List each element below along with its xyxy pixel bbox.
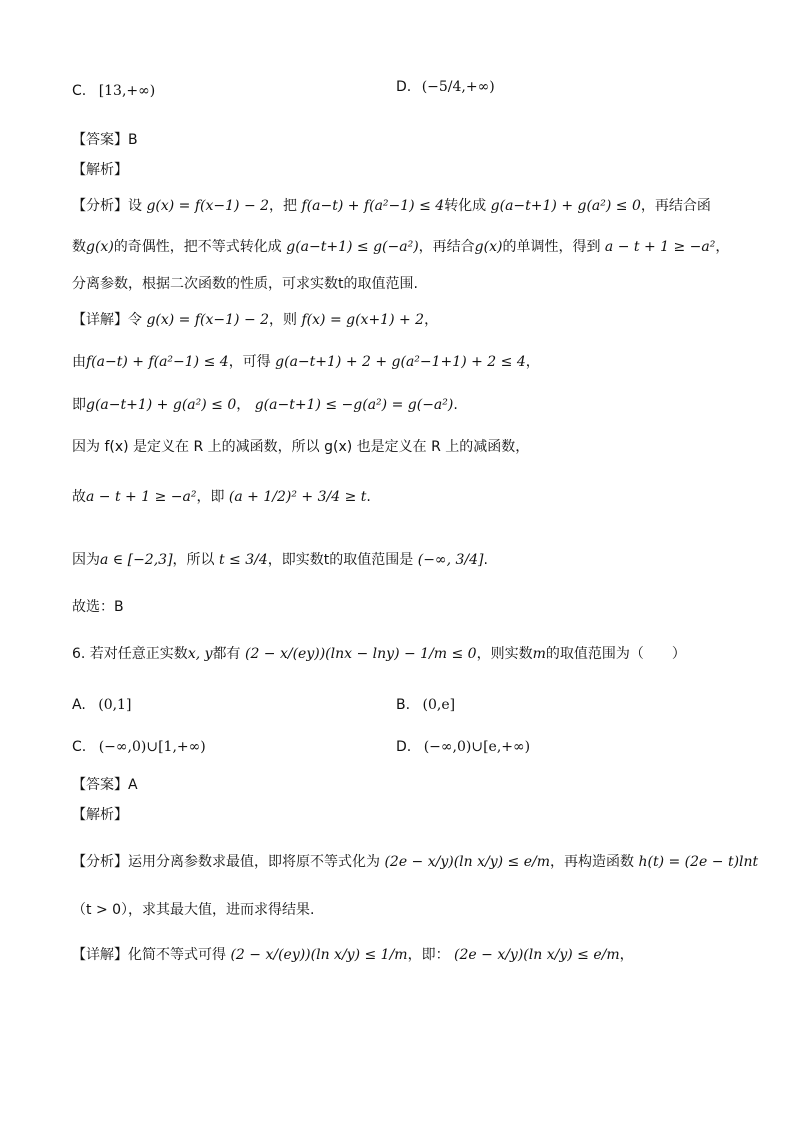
math: a − t + 1 ≥ −a² bbox=[86, 489, 197, 505]
math: f(a−t) + f(a²−1) ≤ 4 bbox=[301, 198, 445, 214]
q6-option-c bbox=[72, 740, 206, 754]
math: f(a−t) + f(a²−1) ≤ 4 bbox=[86, 354, 229, 370]
text: ，再结合 bbox=[418, 239, 475, 255]
math: g(x) = f(x−1) − 2 bbox=[146, 198, 270, 214]
text: 化简不等式可得 bbox=[128, 947, 226, 963]
q5-detail-line-2 bbox=[72, 355, 540, 369]
q6-option-b bbox=[396, 698, 455, 712]
q5-analysis-line-2 bbox=[72, 240, 729, 254]
text: ， bbox=[236, 397, 251, 413]
q6-analysis-line-2: （t > 0），求其最大值，进而求得结果. bbox=[72, 902, 315, 918]
q6-jiexi: 【解析】 bbox=[72, 807, 128, 823]
q5-detail-line-6 bbox=[72, 553, 488, 567]
q6-option-a bbox=[72, 698, 131, 712]
text: ， bbox=[715, 239, 730, 255]
math: x, y bbox=[187, 646, 213, 662]
option-label: D. bbox=[396, 739, 412, 755]
option-d-row bbox=[396, 80, 495, 94]
text: ， bbox=[525, 354, 540, 370]
text: . bbox=[483, 552, 488, 568]
text: ，所以 bbox=[172, 552, 215, 568]
q5-detail-line-4: 因为 f(x) 是定义在 R 上的减函数，所以 g(x) 也是定义在 R 上的减函数， bbox=[72, 439, 530, 455]
text: ，即： bbox=[407, 947, 450, 963]
option-d-value: (−5/4,+∞) bbox=[421, 79, 495, 95]
option-value: (0,1] bbox=[98, 697, 132, 713]
text: ， bbox=[424, 312, 439, 328]
option-value: (−∞,0)∪[1,+∞) bbox=[98, 739, 206, 755]
analysis-tag: 【分析】 bbox=[72, 854, 128, 870]
text: 故 bbox=[72, 489, 86, 505]
option-label: C. bbox=[72, 739, 87, 755]
math: (2 − x/(ey))(lnx − lny) − 1/m ≤ 0 bbox=[244, 646, 477, 662]
math: (a + 1/2)² + 3/4 ≥ t bbox=[228, 489, 367, 505]
text: 因为 bbox=[72, 552, 100, 568]
text: ，再结合函 bbox=[640, 198, 711, 214]
text: ，即实数t的取值范围是 bbox=[267, 552, 414, 568]
math: m bbox=[532, 646, 546, 662]
text: ，则实数 bbox=[476, 646, 533, 662]
text: 由 bbox=[72, 354, 86, 370]
q5-detail-line-3 bbox=[72, 398, 458, 412]
math: g(a−t+1) + 2 + g(a²−1+1) + 2 ≤ 4 bbox=[275, 354, 526, 370]
text: 即 bbox=[72, 397, 86, 413]
text: ，把 bbox=[269, 198, 298, 214]
text: ，则 bbox=[269, 312, 298, 328]
q6-detail-line-1 bbox=[72, 948, 634, 962]
text: 的取值范围为（ ） bbox=[545, 646, 686, 662]
option-value: (0,e] bbox=[422, 697, 456, 713]
q6-analysis-line-1 bbox=[72, 855, 758, 869]
text: 的奇偶性，把不等式转化成 bbox=[113, 239, 282, 255]
option-label: A. bbox=[72, 697, 86, 713]
q5-answer: 【答案】B bbox=[72, 132, 138, 148]
option-d-label: D. bbox=[396, 79, 412, 95]
analysis-tag: 【分析】 bbox=[72, 198, 128, 214]
option-label: B. bbox=[396, 697, 411, 713]
q5-jiexi: 【解析】 bbox=[72, 162, 128, 178]
text: ，再构造函数 bbox=[550, 854, 635, 870]
math: g(a−t+1) + g(a²) ≤ 0 bbox=[86, 397, 237, 413]
q5-detail-line-1 bbox=[72, 313, 438, 327]
text: 都有 bbox=[212, 646, 241, 662]
math: g(a−t+1) ≤ −g(a²) = g(−a²) bbox=[254, 397, 454, 413]
text: 设 bbox=[128, 198, 142, 214]
q5-detail-line-5 bbox=[72, 490, 371, 504]
text: 转化成 bbox=[444, 198, 487, 214]
q6-stem bbox=[72, 647, 686, 661]
math: (−∞, 3/4] bbox=[417, 552, 484, 568]
detail-tag: 【详解】 bbox=[72, 312, 128, 328]
text: ，即 bbox=[196, 489, 225, 505]
text: 6. 若对任意正实数 bbox=[72, 646, 188, 662]
q5-analysis-line-1 bbox=[72, 199, 711, 213]
q6-option-d bbox=[396, 740, 530, 754]
math: f(x) = g(x+1) + 2 bbox=[301, 312, 425, 328]
option-c-value: [13,+∞) bbox=[98, 83, 156, 99]
math: a ∈ [−2,3] bbox=[100, 552, 173, 568]
text: ，可得 bbox=[228, 354, 271, 370]
math: a − t + 1 ≥ −a² bbox=[604, 239, 716, 255]
option-c-label: C. bbox=[72, 83, 87, 99]
text: 的单调性，得到 bbox=[502, 239, 601, 255]
math: (2 − x/(ey))(ln x/y) ≤ 1/m bbox=[230, 947, 408, 963]
option-value: (−∞,0)∪[e,+∞) bbox=[423, 739, 531, 755]
math: g(x) bbox=[474, 239, 503, 255]
math: h(t) = (2e − t)lnt bbox=[638, 854, 759, 870]
detail-tag: 【详解】 bbox=[72, 947, 128, 963]
math: g(a−t+1) + g(a²) ≤ 0 bbox=[490, 198, 641, 214]
text: . bbox=[453, 397, 458, 413]
q5-choice: 故选：B bbox=[72, 599, 124, 615]
q5-analysis-line-3: 分离参数，根据二次函数的性质，可求实数t的取值范围. bbox=[72, 276, 418, 292]
q6-answer: 【答案】A bbox=[72, 777, 138, 793]
math: (2e − x/y)(ln x/y) ≤ e/m bbox=[454, 947, 620, 963]
text: ， bbox=[619, 947, 634, 963]
option-c-row bbox=[72, 84, 155, 98]
text: 运用分离参数求最值，即将原不等式化为 bbox=[128, 854, 380, 870]
text: 令 bbox=[128, 312, 142, 328]
math: (2e − x/y)(ln x/y) ≤ e/m bbox=[384, 854, 551, 870]
math: g(a−t+1) ≤ g(−a²) bbox=[286, 239, 419, 255]
math: g(x) bbox=[86, 239, 114, 255]
math: t ≤ 3/4 bbox=[218, 552, 268, 568]
text: . bbox=[366, 489, 371, 505]
text: 数 bbox=[72, 239, 86, 255]
math: g(x) = f(x−1) − 2 bbox=[146, 312, 270, 328]
